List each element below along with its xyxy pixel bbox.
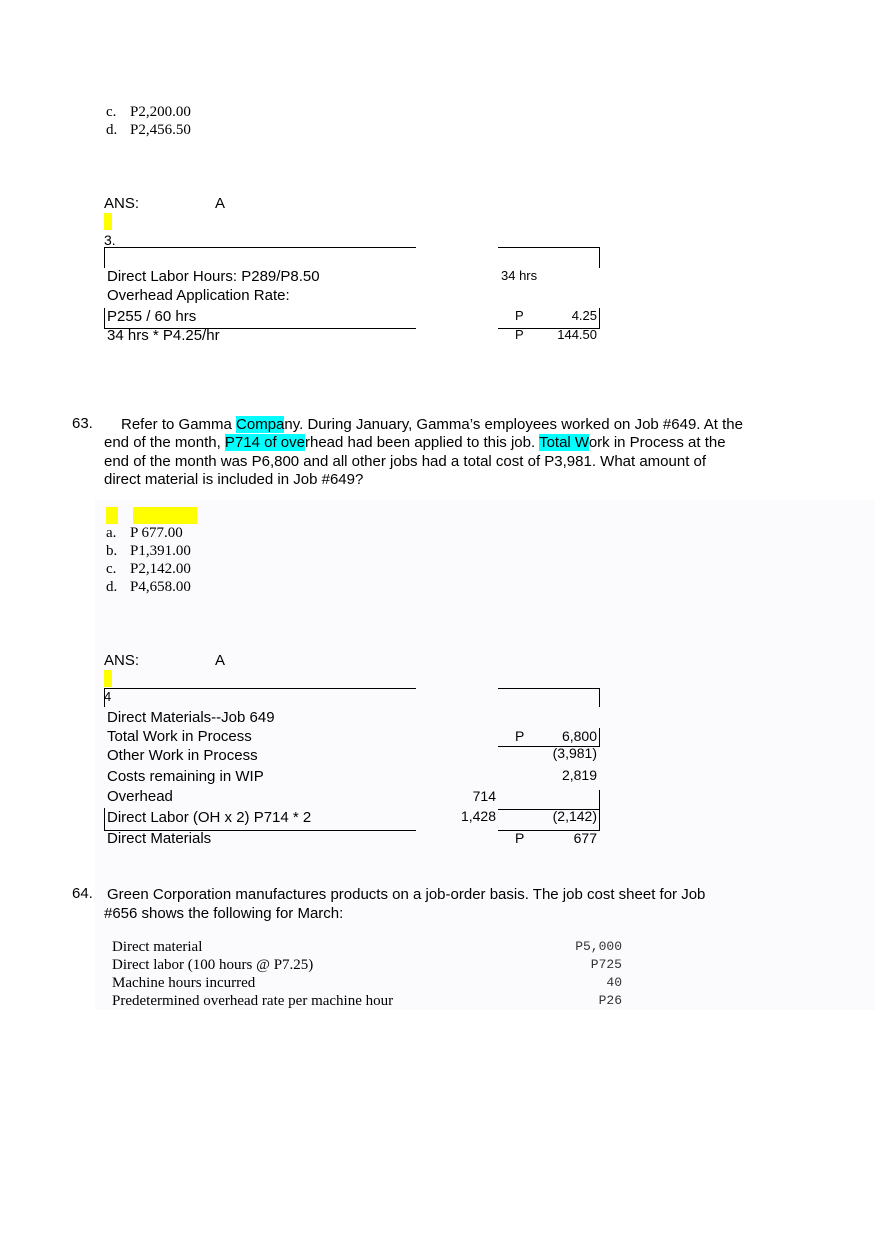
question-63-line3: end of the month was P6,800 and all other jobs had a total cost of P3,981. What amount of [104, 453, 707, 470]
question-number-63: 63. [72, 415, 93, 432]
dm-currency: P [515, 830, 525, 846]
crwip-value: 2,819 [561, 767, 597, 783]
dm-label: Direct Materials [107, 830, 212, 847]
twip-currency: P [515, 728, 525, 744]
table-rule [104, 247, 105, 268]
applied-label: 34 hrs * P4.25/hr [107, 327, 220, 344]
answer-ref: 4 [104, 689, 112, 704]
table-rule [599, 247, 600, 268]
answer-value: A [215, 195, 226, 212]
twip-label: Total Work in Process [107, 728, 252, 745]
highlight-mark [104, 670, 112, 687]
owip-label: Other Work in Process [107, 747, 258, 764]
cost-row-label: Predetermined overhead rate per machine hour [112, 993, 394, 1009]
applied-currency: P [515, 327, 524, 342]
oar-label: Overhead Application Rate: [107, 287, 290, 304]
cost-row-value: 40 [606, 975, 622, 990]
highlight-mark [104, 213, 112, 230]
rate-currency: P [515, 308, 524, 323]
answer-label: ANS: [104, 652, 140, 669]
oh-label: Overhead [107, 788, 173, 805]
answer-label: ANS: [104, 195, 140, 212]
rate-calc-label: P255 / 60 hrs [107, 308, 197, 325]
option-b: b. P1,391.00 [106, 543, 191, 559]
option-d-prev: d. P2,456.50 [106, 122, 191, 138]
table-rule [104, 808, 105, 830]
twip-value: 6,800 [561, 728, 597, 744]
dm-value: 677 [573, 830, 597, 846]
option-c: c. P2,142.00 [106, 561, 191, 577]
option-c-prev: c. P2,200.00 [106, 104, 191, 120]
dm-title: Direct Materials--Job 649 [107, 709, 275, 726]
table-rule [498, 247, 600, 248]
dl-value: 1,428 [460, 808, 496, 824]
table-rule [104, 688, 416, 689]
table-rule [104, 308, 105, 328]
cost-row-label: Direct material [112, 939, 203, 955]
dl-total: (2,142) [552, 808, 597, 824]
crwip-label: Costs remaining in WIP [107, 768, 264, 785]
question-64-line2: #656 shows the following for March: [104, 905, 344, 922]
dlh-label: Direct Labor Hours: P289/P8.50 [107, 268, 320, 285]
cost-row-value: P5,000 [575, 939, 622, 954]
cost-row-label: Machine hours incurred [112, 975, 256, 991]
table-rule [104, 247, 416, 248]
question-number-64: 64. [72, 885, 93, 902]
table-rule [599, 308, 600, 328]
oh-value: 714 [472, 788, 496, 804]
highlight-overhead: P714 of ove [224, 434, 305, 451]
question-64-line1: Green Corporation manufactures products on a job-order basis. The job cost sheet for Job [107, 886, 706, 903]
highlight-total-work: Total W [539, 434, 589, 451]
question-63-line2: end of the month, P714 of overhead had been applied to this job. Total Work in Process at the [104, 434, 726, 451]
cost-row-value: P26 [598, 993, 622, 1008]
highlight-mark [106, 507, 118, 524]
dl-label: Direct Labor (OH x 2) P714 * 2 [107, 809, 312, 826]
cost-row-label: Direct labor (100 hours @ P7.25) [112, 957, 314, 973]
cost-row-value: P725 [590, 957, 622, 972]
question-63-line1: Refer to Gamma Company. During January, Gamma’s employees worked on Job #649. At the [121, 416, 743, 433]
highlight-mark [133, 507, 197, 524]
dlh-value: 34 hrs [501, 268, 538, 283]
table-rule [599, 728, 600, 746]
table-rule [498, 688, 600, 689]
option-d: d. P4,658.00 [106, 579, 191, 595]
option-a: a. P 677.00 [106, 525, 183, 541]
answer-ref: 3. [104, 232, 116, 248]
owip-value: (3,981) [552, 745, 597, 761]
table-rule [599, 790, 600, 830]
table-rule [599, 688, 600, 707]
applied-value: 144.50 [557, 327, 597, 342]
highlight-company: Compa [236, 416, 285, 433]
question-63-line4: direct material is included in Job #649? [104, 471, 364, 488]
rate-value: 4.25 [571, 308, 597, 323]
answer-value: A [215, 652, 226, 669]
